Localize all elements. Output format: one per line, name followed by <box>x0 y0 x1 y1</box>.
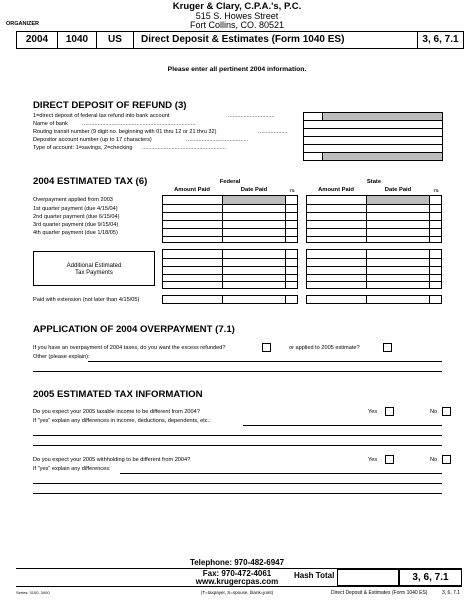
additional-label-1: Additional Estimated <box>66 263 122 269</box>
shaded-cell <box>223 196 285 204</box>
q2-yes-checkbox[interactable] <box>385 455 394 464</box>
footer-page-number: 3, 6, 7.1 <box>442 590 461 596</box>
dd-row-3: Routing transit number (9 digit no. beginning with 01 thru 12 or 21 thru 32) <box>33 129 217 135</box>
row-line <box>163 281 297 282</box>
country: US <box>108 34 122 45</box>
q1-no-label: No <box>430 409 438 415</box>
q1-yes-label: Yes <box>368 409 378 415</box>
dd-row-4: Depositor account number (up to 17 characters) <box>33 137 152 143</box>
apply-estimate-label: or applied to 2005 estimate? <box>289 345 360 351</box>
tax-year: 2004 <box>25 34 49 45</box>
est-row-5: 4th quarter payment (due 1/18/05) <box>33 230 118 236</box>
est-row-4: 3rd quarter payment (due 9/15/04) <box>33 222 119 228</box>
additional-payments-box <box>33 251 155 286</box>
row-line <box>304 120 442 121</box>
leader-dots: ........................................ <box>186 137 249 143</box>
state-extension-row <box>306 295 442 304</box>
row-line <box>163 258 297 259</box>
row-line <box>304 152 442 153</box>
state-amount-header: Amount Paid <box>318 187 354 193</box>
state-label: State <box>366 179 382 185</box>
row-line <box>163 204 297 205</box>
q2-explain-line[interactable] <box>33 493 442 494</box>
form-title: Direct Deposit & Estimates (Form 1040 ES) <box>141 34 345 45</box>
estimated-tax-heading: 2004 ESTIMATED TAX (6) <box>33 176 148 187</box>
fed-date-header: Date Paid <box>240 187 268 193</box>
extension-label: Paid with extension (not later than 4/15/05) <box>33 297 140 303</box>
hash-total-field[interactable] <box>337 569 399 586</box>
state-additional-grid <box>306 249 442 289</box>
other-explain-line[interactable] <box>33 371 442 372</box>
firm-city: Fort Collins, CO. 80521 <box>189 20 285 30</box>
row-line <box>163 266 297 267</box>
row-line <box>163 274 297 275</box>
q1-yes-checkbox[interactable] <box>385 407 394 416</box>
leader-dots: .............................. <box>228 113 275 119</box>
footer-page-refs: 3, 6, 7.1 <box>399 569 462 586</box>
row-line <box>163 212 297 213</box>
additional-label-2: Tax Payments <box>75 270 113 277</box>
q2-explain-line[interactable] <box>120 473 442 474</box>
dd-row-5: Type of account: 1=savings, 2=checking <box>33 145 133 151</box>
q2-detail-text: If "yes" explain any differences: <box>33 466 111 472</box>
row-line <box>307 212 441 213</box>
q1-text: Do you expect your 2005 taxable income to be different from 2004? <box>33 409 200 415</box>
federal-additional-grid <box>162 249 298 289</box>
divider <box>429 296 430 303</box>
footer-rule <box>16 586 462 587</box>
divider <box>366 250 367 288</box>
series-label: Series: 3100, 3400 <box>16 590 50 595</box>
row-line <box>307 266 441 267</box>
state-date-header: Date Paid <box>384 187 412 193</box>
divider <box>285 296 286 303</box>
instructions: Please enter all pertinent 2004 information. <box>167 66 307 73</box>
row-line <box>307 236 441 237</box>
ts-legend: (T=taxpayer, S=spouse, blank=joint) <box>200 590 274 595</box>
other-explain-line[interactable] <box>88 361 442 362</box>
divider <box>322 113 323 120</box>
row-line <box>307 281 441 282</box>
dd-row-2: Name of bank <box>33 121 68 127</box>
q1-no-checkbox[interactable] <box>442 407 451 416</box>
row-line <box>307 220 441 221</box>
row-line <box>304 144 442 145</box>
row-line <box>304 136 442 137</box>
q2-explain-line[interactable] <box>33 483 442 484</box>
q1-detail-text: If "yes" explain any differences in income, deductions, dependents, etc.: <box>33 418 211 424</box>
footer-title: Direct Deposit & Estimates (Form 1040 ES) <box>331 590 428 596</box>
row-line <box>163 220 297 221</box>
row-line <box>307 228 441 229</box>
row-line <box>307 274 441 275</box>
est-row-1: Overpayment applied from 2003 <box>33 197 113 203</box>
direct-deposit-heading: DIRECT DEPOSIT OF REFUND (3) <box>33 100 187 111</box>
q1-explain-line[interactable] <box>243 425 442 426</box>
row-line <box>163 228 297 229</box>
overpayment-heading: APPLICATION OF 2004 OVERPAYMENT (7.1) <box>33 324 235 335</box>
divider <box>322 153 323 160</box>
title-bar <box>16 31 464 49</box>
shaded-cell <box>323 113 442 120</box>
federal-extension-row <box>162 295 298 304</box>
refund-checkbox[interactable] <box>262 343 271 352</box>
firm-street: 515 S. Howes Street <box>195 11 279 21</box>
divider <box>285 250 286 288</box>
apply-estimate-checkbox[interactable] <box>383 343 392 352</box>
est-row-2: 1st quarter payment (due 4/15/04) <box>33 206 118 212</box>
leader-dots: ...................................................... <box>142 145 226 151</box>
q1-explain-line[interactable] <box>33 445 442 446</box>
state-ts-header: TS <box>433 188 439 193</box>
divider <box>429 250 430 288</box>
shaded-cell <box>323 153 442 160</box>
q2-text: Do you expect your 2005 withholding to be different from 2004? <box>33 457 191 463</box>
row-line <box>163 236 297 237</box>
federal-label: Federal <box>219 179 241 185</box>
q2-yes-label: Yes <box>368 457 378 463</box>
row-line <box>304 128 442 129</box>
fed-amount-header: Amount Paid <box>174 187 210 193</box>
est-row-3: 2nd quarter payment (due 6/15/04) <box>33 214 120 220</box>
form-number: 1040 <box>65 34 89 45</box>
shaded-cell <box>367 196 429 204</box>
fed-ts-header: TS <box>289 188 295 193</box>
fax: Fax: 970-472-4061 <box>202 569 272 578</box>
q1-explain-line[interactable] <box>33 435 442 436</box>
overpayment-question: If you have an overpayment of 2004 taxes, do you want the excess refunded? <box>33 345 226 351</box>
website[interactable]: www.krugercpas.com <box>195 577 279 586</box>
q2-no-checkbox[interactable] <box>442 455 451 464</box>
q2-no-label: No <box>430 457 438 463</box>
divider <box>366 296 367 303</box>
organizer-label: ORGANIZER <box>6 21 39 27</box>
telephone: Telephone: 970-482-6947 <box>189 558 285 567</box>
dd-row-1: 1=direct deposit of federal tax refund into bank account <box>33 113 170 119</box>
divider <box>222 250 223 288</box>
row-line <box>307 204 441 205</box>
hash-total-label: Hash Total <box>294 571 335 580</box>
divider <box>222 296 223 303</box>
estimated-2005-heading: 2005 ESTIMATED TAX INFORMATION <box>33 389 203 400</box>
leader-dots: ......................................................................... <box>82 121 196 127</box>
other-explain-label: Other (please explain): <box>33 354 90 360</box>
firm-name: Kruger & Clary, C.P.A.'s, P.C. <box>172 1 302 12</box>
row-line <box>307 258 441 259</box>
page-refs: 3, 6, 7.1 <box>422 34 459 45</box>
leader-dots: ................... <box>258 129 288 135</box>
